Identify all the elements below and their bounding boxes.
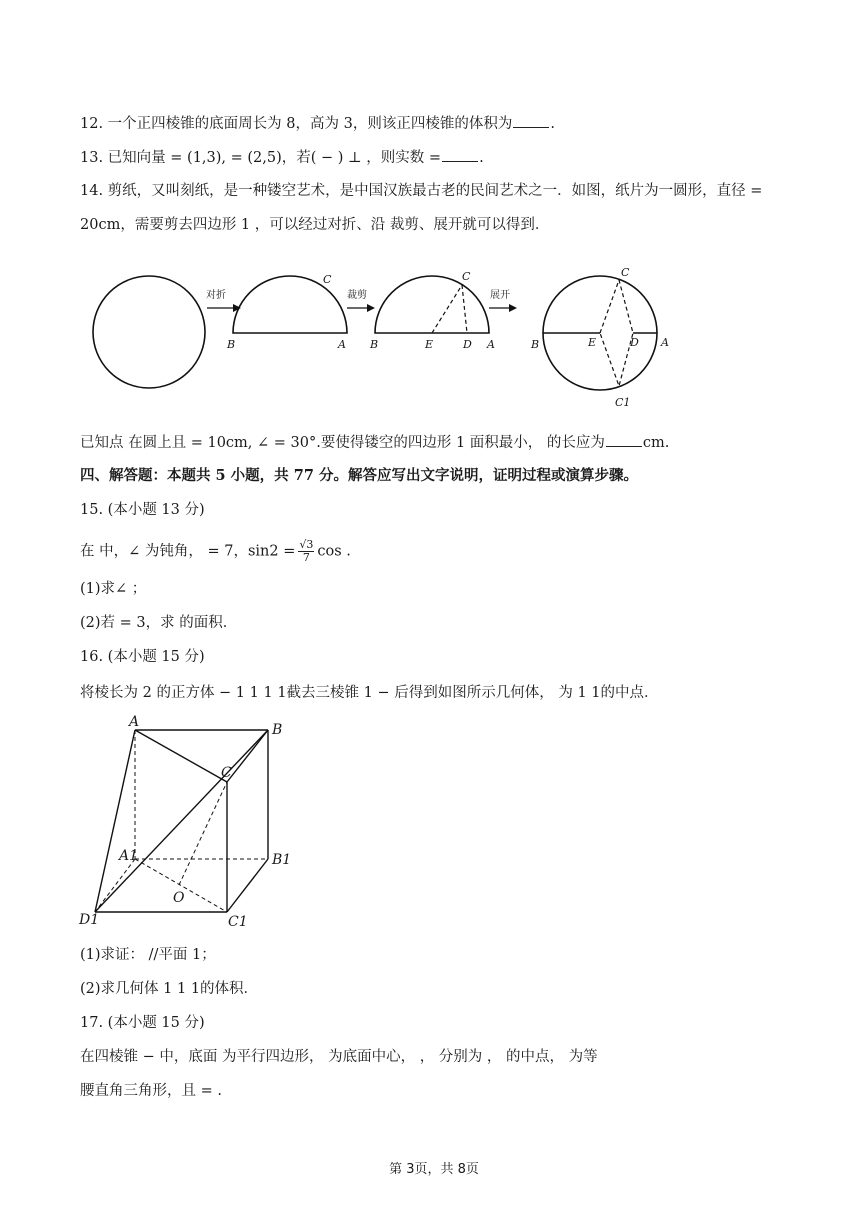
vertex-c1-label: C1 xyxy=(228,914,248,930)
point-b-label: B xyxy=(531,338,540,351)
vertex-c-label: C xyxy=(221,765,232,781)
question-16-title: 16. (本小题 15 分) xyxy=(80,649,205,665)
question-14-line1: 14. 剪纸，又叫刻纸，是一种镂空艺术，是中国汉族最古老的民间艺术之一．如图，纸片为一圆形，直径 = xyxy=(80,183,763,199)
vertex-d1-label: D1 xyxy=(79,912,100,928)
step-cut-label: 裁剪 xyxy=(347,290,367,301)
answer-blank xyxy=(606,432,642,447)
question-14-line2: 20cm，需要剪去四边形 1 ，可以经过对折、沿 裁剪、展开就可以得到． xyxy=(80,217,550,233)
step-unfold-label: 展开 xyxy=(490,290,510,301)
point-c-label: C xyxy=(462,270,471,283)
point-a-label: A xyxy=(338,338,346,351)
point-e-label: E xyxy=(425,338,434,351)
question-15-title: 15. (本小题 13 分) xyxy=(80,502,205,518)
answer-blank xyxy=(442,147,478,162)
question-15-part1: (1)求∠ ； xyxy=(80,581,147,597)
vertex-b1-label: B1 xyxy=(272,852,292,868)
question-16-stem: 将棱长为 2 的正方体 − 1 1 1 1截去三棱锥 1 − 后得到如图所示几何体， 为 1 1的中点． xyxy=(80,685,659,701)
arrow-unfold xyxy=(489,289,517,312)
question-15-part2: (2)若 = 3，求 的面积． xyxy=(80,615,238,631)
vertex-a-label: A xyxy=(129,714,140,730)
question-16-part2: (2)求几何体 1 1 1的体积． xyxy=(80,981,259,997)
paper-cutting-figure xyxy=(85,268,685,414)
point-b-label: B xyxy=(370,338,379,351)
point-a-label: A xyxy=(661,336,669,349)
point-a-label: A xyxy=(487,338,495,351)
question-12: 12. 一个正四棱锥的底面周长为 8，高为 3，则该正四棱锥的体积为 . xyxy=(80,113,555,134)
section-4-heading: 四、解答题：本题共 5 小题，共 77 分。解答应写出文字说明，证明过程或演算步骤。 xyxy=(80,467,638,484)
truncated-cube-figure xyxy=(75,712,305,934)
point-b-label: B xyxy=(227,338,236,351)
full-circle xyxy=(93,276,205,388)
question-17-title: 17. (本小题 15 分) xyxy=(80,1015,205,1031)
point-c-label: C xyxy=(621,268,630,279)
point-e-label: E xyxy=(588,336,597,349)
question-14-line3: 已知点 在圆上且 = 10cm, ∠ = 30°.要使得镂空的四边形 1 面积最小， 的长应为 cm. xyxy=(80,432,669,453)
fraction: $\frac{√3}{7}$ xyxy=(299,538,314,564)
arrow-cut xyxy=(347,288,375,312)
question-16-part1: (1)求证： //平面 1； xyxy=(80,947,216,963)
point-c1-label: C1 xyxy=(615,396,631,409)
point-o-label: O xyxy=(173,890,185,906)
page-footer: 第 3页，共 8页 xyxy=(389,1162,479,1177)
vertex-a1-label: A1 xyxy=(119,848,139,864)
question-17-line2: 腰直角三角形，且 = . xyxy=(80,1083,222,1099)
step-fold-label: 对折 xyxy=(206,290,226,301)
point-c-label: C xyxy=(323,273,332,286)
arrow-fold xyxy=(206,288,241,312)
question-17-line1: 在四棱锥 − 中，底面 为平行四边形， 为底面中心， ， 分别为 ， 的中点， 为等 xyxy=(80,1049,598,1065)
question-15-stem: 在 中，∠ 为钝角， = 7，sin2 = $\frac{√3}{7}$ cos . xyxy=(80,538,351,564)
vertex-b-label: B xyxy=(272,722,283,738)
semicircle-cut xyxy=(375,276,489,333)
point-d-label: D xyxy=(463,338,472,351)
answer-blank xyxy=(513,113,549,128)
point-d-label: D xyxy=(630,336,639,349)
question-13: 13. 已知向量 = (1,3), = (2,5)，若( − ) ⊥ ，则实数 = . xyxy=(80,147,484,168)
